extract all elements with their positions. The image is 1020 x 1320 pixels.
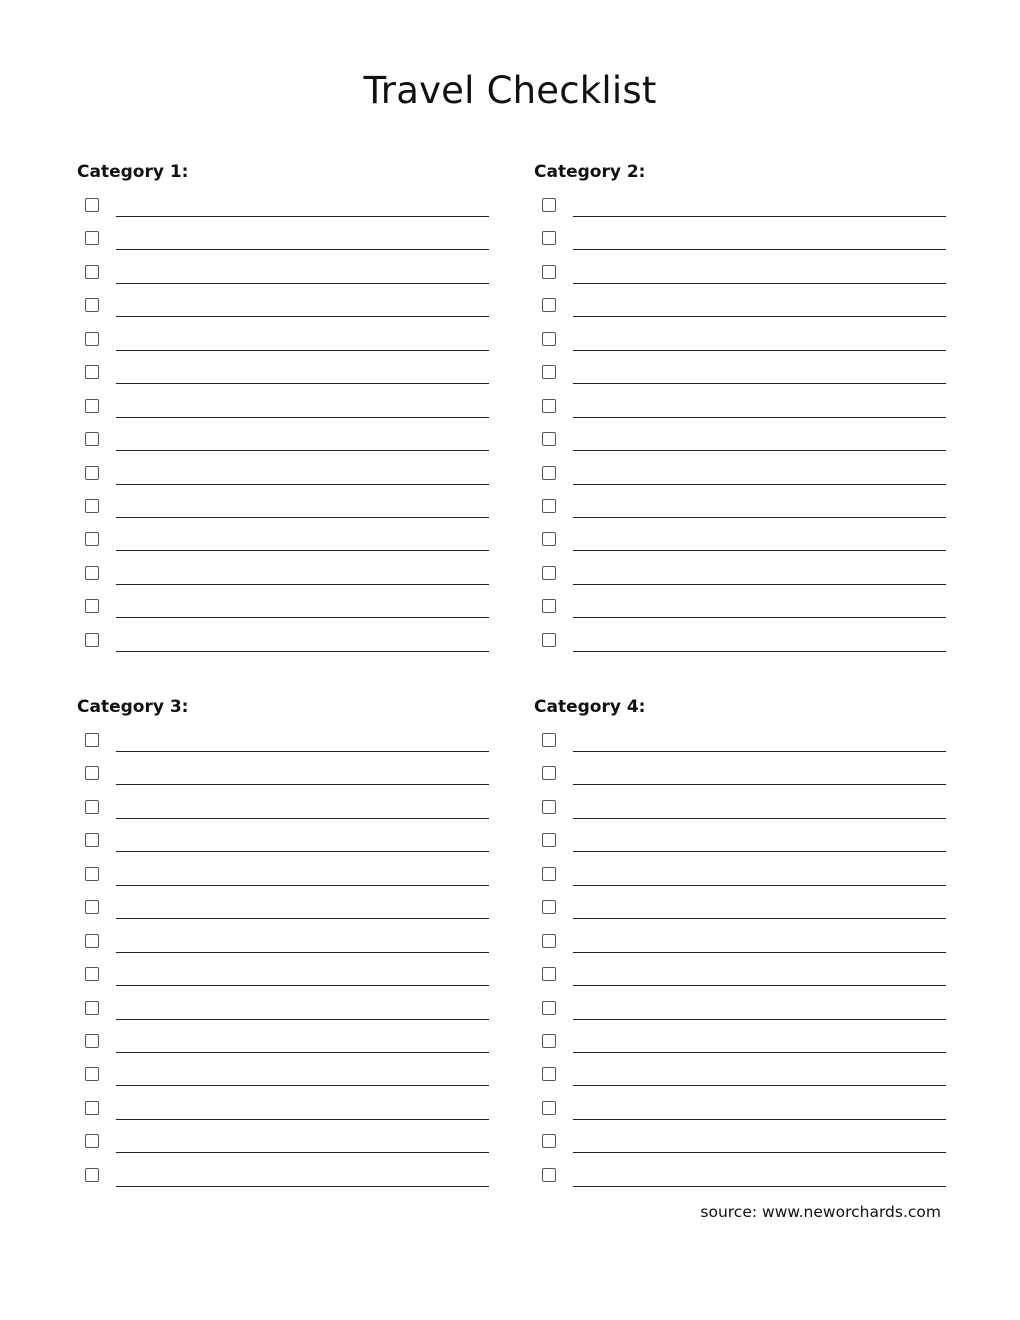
checkbox[interactable] <box>542 766 556 780</box>
item-write-line[interactable] <box>573 1094 946 1120</box>
checkbox[interactable] <box>542 867 556 881</box>
item-write-line[interactable] <box>116 1161 489 1187</box>
checklist-item <box>77 1027 497 1060</box>
checklist-item <box>77 392 497 425</box>
item-write-line[interactable] <box>573 960 946 986</box>
checkbox[interactable] <box>85 365 99 379</box>
item-write-line[interactable] <box>573 525 946 551</box>
checkbox[interactable] <box>542 231 556 245</box>
item-write-line[interactable] <box>573 492 946 518</box>
checkbox[interactable] <box>85 1134 99 1148</box>
checkbox[interactable] <box>85 265 99 279</box>
checklist-item <box>77 793 497 826</box>
item-write-line[interactable] <box>116 358 489 384</box>
checkbox[interactable] <box>85 633 99 647</box>
checkbox[interactable] <box>542 298 556 312</box>
item-write-line[interactable] <box>573 793 946 819</box>
checkbox[interactable] <box>85 1001 99 1015</box>
item-write-line[interactable] <box>573 826 946 852</box>
item-write-line[interactable] <box>573 425 946 451</box>
checklist-item <box>77 726 497 759</box>
checkbox[interactable] <box>85 934 99 948</box>
checkbox[interactable] <box>85 833 99 847</box>
checklist-item <box>77 1094 497 1127</box>
checklist-item <box>534 1127 954 1160</box>
checklist-item <box>77 358 497 391</box>
checkbox[interactable] <box>542 1168 556 1182</box>
checklist-item <box>77 559 497 592</box>
checkbox[interactable] <box>542 733 556 747</box>
item-write-line[interactable] <box>573 559 946 585</box>
checklist-item <box>77 1060 497 1093</box>
checkbox[interactable] <box>85 532 99 546</box>
item-write-line[interactable] <box>116 927 489 953</box>
item-write-line[interactable] <box>116 191 489 217</box>
checkbox[interactable] <box>542 432 556 446</box>
checkbox[interactable] <box>542 1067 556 1081</box>
checkbox[interactable] <box>85 432 99 446</box>
item-write-line[interactable] <box>116 893 489 919</box>
checklist-item <box>77 525 497 558</box>
checklist-rows <box>77 726 497 1194</box>
checklist-item <box>77 960 497 993</box>
item-write-line[interactable] <box>573 459 946 485</box>
checklist-item <box>534 927 954 960</box>
checkbox[interactable] <box>85 466 99 480</box>
checklist-item <box>534 994 954 1027</box>
checkbox[interactable] <box>85 733 99 747</box>
item-write-line[interactable] <box>116 1027 489 1053</box>
item-write-line[interactable] <box>573 191 946 217</box>
item-write-line[interactable] <box>116 559 489 585</box>
checklist-item <box>77 425 497 458</box>
checklist-item <box>77 1161 497 1194</box>
checkbox[interactable] <box>542 633 556 647</box>
checkbox[interactable] <box>542 265 556 279</box>
checkbox[interactable] <box>85 867 99 881</box>
checklist-item <box>77 893 497 926</box>
checkbox[interactable] <box>85 198 99 212</box>
section-heading: Category 4: <box>534 697 646 717</box>
item-write-line[interactable] <box>573 358 946 384</box>
item-write-line[interactable] <box>116 826 489 852</box>
section-heading: Category 2: <box>534 162 646 182</box>
checklist-item <box>77 191 497 224</box>
checkbox[interactable] <box>85 1034 99 1048</box>
checklist-item <box>77 759 497 792</box>
checklist-item <box>77 291 497 324</box>
checklist-item <box>534 559 954 592</box>
checkbox[interactable] <box>542 365 556 379</box>
checkbox[interactable] <box>85 967 99 981</box>
checkbox[interactable] <box>85 1101 99 1115</box>
checkbox[interactable] <box>542 399 556 413</box>
checklist-item <box>77 927 497 960</box>
checkbox[interactable] <box>85 599 99 613</box>
source-note: source: www.neworchards.com <box>700 1203 941 1221</box>
item-write-line[interactable] <box>573 1027 946 1053</box>
checklist-item <box>534 826 954 859</box>
item-write-line[interactable] <box>116 960 489 986</box>
item-write-line[interactable] <box>116 325 489 351</box>
item-write-line[interactable] <box>116 425 489 451</box>
item-write-line[interactable] <box>573 626 946 652</box>
checklist-item <box>534 191 954 224</box>
checklist-item <box>77 224 497 257</box>
item-write-line[interactable] <box>116 492 489 518</box>
checkbox[interactable] <box>85 399 99 413</box>
item-write-line[interactable] <box>573 927 946 953</box>
checklist-item <box>77 459 497 492</box>
checkbox[interactable] <box>85 499 99 513</box>
checklist-item <box>534 492 954 525</box>
checklist-rows <box>77 191 497 659</box>
checklist-item <box>534 793 954 826</box>
item-write-line[interactable] <box>116 525 489 551</box>
item-write-line[interactable] <box>573 1127 946 1153</box>
checklist-item <box>77 592 497 625</box>
checklist-item <box>534 759 954 792</box>
item-write-line[interactable] <box>116 592 489 618</box>
checkbox[interactable] <box>542 566 556 580</box>
section-heading: Category 3: <box>77 697 189 717</box>
checklist-item <box>534 626 954 659</box>
checklist-item <box>534 425 954 458</box>
checklist-item <box>534 358 954 391</box>
item-write-line[interactable] <box>573 1161 946 1187</box>
checklist-item <box>534 392 954 425</box>
checklist-item <box>534 224 954 257</box>
checklist-item <box>77 1127 497 1160</box>
checklist-rows <box>534 726 954 1194</box>
checkbox[interactable] <box>542 499 556 513</box>
checkbox[interactable] <box>542 599 556 613</box>
item-write-line[interactable] <box>573 392 946 418</box>
item-write-line[interactable] <box>573 860 946 886</box>
item-write-line[interactable] <box>573 291 946 317</box>
checklist-item <box>534 1161 954 1194</box>
checklist-item <box>534 525 954 558</box>
checklist-item <box>534 1094 954 1127</box>
item-write-line[interactable] <box>573 325 946 351</box>
checkbox[interactable] <box>542 1134 556 1148</box>
item-write-line[interactable] <box>573 258 946 284</box>
checklist-item <box>534 1027 954 1060</box>
checklist-item <box>534 960 954 993</box>
page-title: Travel Checklist <box>363 69 657 112</box>
checklist-item <box>77 258 497 291</box>
checklist-item <box>534 459 954 492</box>
checkbox[interactable] <box>542 800 556 814</box>
checklist-item <box>534 860 954 893</box>
checkbox[interactable] <box>542 900 556 914</box>
checklist-item <box>534 258 954 291</box>
checklist-item <box>534 893 954 926</box>
checkbox[interactable] <box>85 1067 99 1081</box>
section-heading: Category 1: <box>77 162 189 182</box>
item-write-line[interactable] <box>116 1127 489 1153</box>
item-write-line[interactable] <box>116 459 489 485</box>
checkbox[interactable] <box>542 1001 556 1015</box>
item-write-line[interactable] <box>116 994 489 1020</box>
checklist-item <box>77 994 497 1027</box>
item-write-line[interactable] <box>573 726 946 752</box>
checklist-item <box>534 1060 954 1093</box>
item-write-line[interactable] <box>573 592 946 618</box>
checklist-item <box>534 325 954 358</box>
item-write-line[interactable] <box>116 759 489 785</box>
checklist-item <box>77 626 497 659</box>
checkbox[interactable] <box>85 298 99 312</box>
checkbox[interactable] <box>542 967 556 981</box>
item-write-line[interactable] <box>573 759 946 785</box>
checklist-item <box>77 860 497 893</box>
item-write-line[interactable] <box>116 726 489 752</box>
checklist-rows <box>534 191 954 659</box>
item-write-line[interactable] <box>116 626 489 652</box>
checkbox[interactable] <box>85 566 99 580</box>
checkbox[interactable] <box>85 900 99 914</box>
item-write-line[interactable] <box>116 860 489 886</box>
checklist-item <box>77 492 497 525</box>
checkbox[interactable] <box>542 198 556 212</box>
item-write-line[interactable] <box>573 994 946 1020</box>
checklist-item <box>77 826 497 859</box>
checkbox[interactable] <box>85 231 99 245</box>
item-write-line[interactable] <box>116 1094 489 1120</box>
item-write-line[interactable] <box>573 893 946 919</box>
checkbox[interactable] <box>542 833 556 847</box>
checklist-item <box>534 726 954 759</box>
checklist-item <box>77 325 497 358</box>
item-write-line[interactable] <box>116 392 489 418</box>
item-write-line[interactable] <box>116 1060 489 1086</box>
item-write-line[interactable] <box>116 793 489 819</box>
item-write-line[interactable] <box>116 291 489 317</box>
checkbox[interactable] <box>85 800 99 814</box>
item-write-line[interactable] <box>573 224 946 250</box>
checkbox[interactable] <box>542 934 556 948</box>
checkbox[interactable] <box>85 766 99 780</box>
checkbox[interactable] <box>542 466 556 480</box>
checkbox[interactable] <box>542 1034 556 1048</box>
checkbox[interactable] <box>542 332 556 346</box>
item-write-line[interactable] <box>116 258 489 284</box>
item-write-line[interactable] <box>116 224 489 250</box>
checkbox[interactable] <box>542 1101 556 1115</box>
checklist-item <box>534 291 954 324</box>
checkbox[interactable] <box>85 1168 99 1182</box>
checkbox[interactable] <box>542 532 556 546</box>
item-write-line[interactable] <box>573 1060 946 1086</box>
checkbox[interactable] <box>85 332 99 346</box>
checklist-item <box>534 592 954 625</box>
